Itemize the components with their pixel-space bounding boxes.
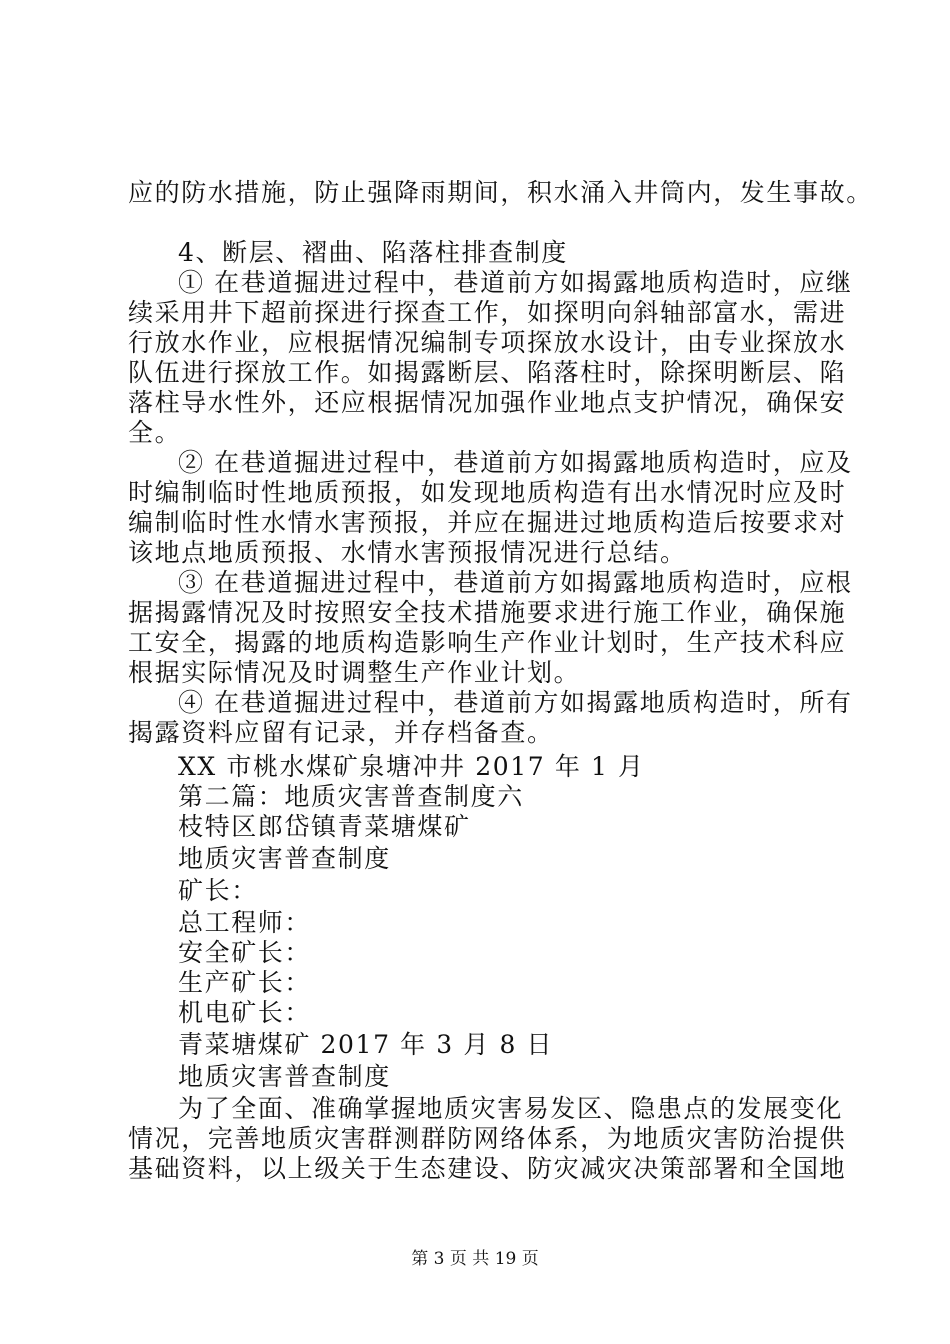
text-line: 揭露资料应留有记录，并存档备查。 [128, 718, 554, 747]
text-line: 矿长： [178, 876, 258, 905]
text-line: 情况，完善地质灾害群测群防网络体系，为地质灾害防治提供 [128, 1124, 847, 1153]
text-line: 为了全面、准确掌握地质灾害易发区、隐患点的发展变化 [178, 1094, 844, 1123]
text-line: ③ 在巷道掘进过程中，巷道前方如揭露地质构造时，应根 [178, 568, 853, 597]
text-line: 基础资料，以上级关于生态建设、防灾减灾决策部署和全国地 [128, 1154, 847, 1183]
text-line: 编制临时性水情水害预报，并应在掘进过地质构造后按要求对 [128, 508, 847, 537]
text-line: ④ 在巷道掘进过程中，巷道前方如揭露地质构造时，所有 [178, 688, 853, 717]
page-footer: 第 3 页 共 19 页 [411, 1249, 539, 1269]
text-line: 工安全，揭露的地质构造影响生产作业计划时，生产技术科应 [128, 628, 847, 657]
text-line: 全。 [128, 418, 182, 447]
text-line: 安全矿长： [178, 938, 312, 967]
text-line: 总工程师： [178, 908, 312, 937]
text-line: 应的防水措施，防止强降雨期间，积水涌入井筒内，发生事故。 [128, 178, 873, 207]
text-line: 机电矿长： [178, 998, 312, 1027]
text-line: ① 在巷道掘进过程中，巷道前方如揭露地质构造时，应继 [178, 268, 853, 297]
text-line: 队伍进行探放工作。如揭露断层、陷落柱时，除探明断层、陷 [128, 358, 847, 387]
text-line: 根据实际情况及时调整生产作业计划。 [128, 658, 581, 687]
text-line: 生产矿长： [178, 968, 312, 997]
text-line: 枝特区郎岱镇青菜塘煤矿 [178, 812, 471, 841]
text-line: 地质灾害普查制度 [178, 844, 391, 873]
text-line: XX 市桃水煤矿泉塘冲井 2017 年 1 月 [178, 752, 645, 781]
text-line: 落柱导水性外，还应根据情况加强作业地点支护情况，确保安 [128, 388, 847, 417]
text-line: 时编制临时性地质预报，如发现地质构造有出水情况时应及时 [128, 478, 847, 507]
section-heading: 4、断层、褶曲、陷落柱排查制度 [178, 238, 568, 267]
text-line: 续采用井下超前探进行探查工作，如探明向斜轴部富水，需进 [128, 298, 847, 327]
text-line: 地质灾害普查制度 [178, 1062, 391, 1091]
text-line: 据揭露情况及时按照安全技术措施要求进行施工作业，确保施 [128, 598, 847, 627]
text-line: ② 在巷道掘进过程中，巷道前方如揭露地质构造时，应及 [178, 448, 853, 477]
text-line: 第二篇：地质灾害普查制度六 [178, 782, 524, 811]
text-line: 青菜塘煤矿 2017 年 3 月 8 日 [178, 1030, 554, 1059]
text-line: 行放水作业，应根据情况编制专项探放水设计，由专业探放水 [128, 328, 847, 357]
text-line: 该地点地质预报、水情水害预报情况进行总结。 [128, 538, 687, 567]
